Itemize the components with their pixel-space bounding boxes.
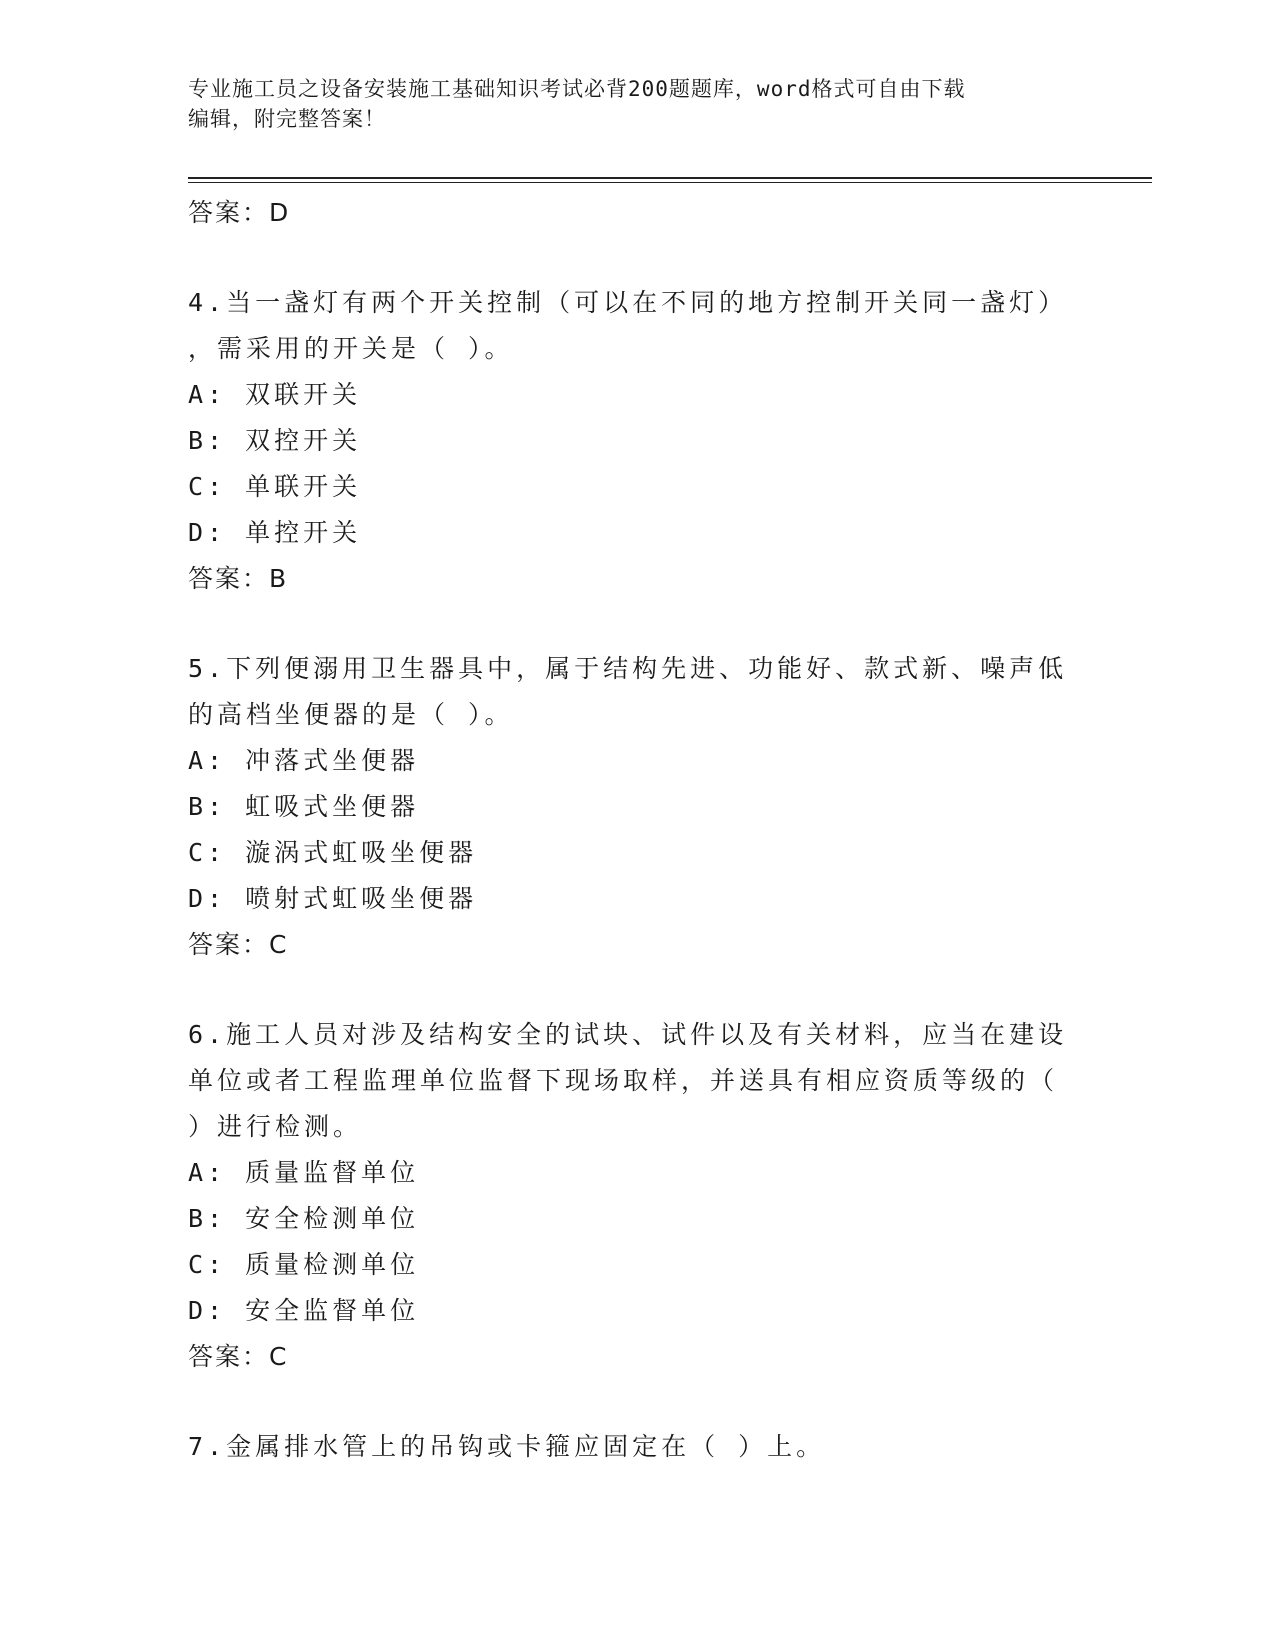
option-c: C: 质量检测单位 [188,1250,420,1279]
question-text-line: 7.金属排水管上的吊钩或卡箍应固定在（ ）上。 [188,1432,826,1461]
option-d: D: 安全监督单位 [188,1296,420,1325]
answer: 答案：B [188,564,289,593]
option-c: C: 漩涡式虹吸坐便器 [188,838,478,867]
header-title-line-1: 专业施工员之设备安装施工基础知识考试必背200题题库，word格式可自由下载 [188,77,966,101]
spacer [188,602,1068,646]
option-b: B: 双控开关 [188,426,362,455]
option-a: A: 冲落式坐便器 [188,746,420,775]
option-b: B: 安全检测单位 [188,1204,420,1233]
question-text-line: ，需采用的开关是（ ）。 [188,334,514,363]
option-d: D: 单控开关 [188,518,362,547]
option-a: A: 质量监督单位 [188,1158,420,1187]
question-4 [188,280,1068,602]
spacer [188,236,1068,280]
header-rule-thick [188,177,1152,179]
header-title-line-2: 编辑，附完整答案！ [188,107,386,131]
question-text-line: 4.当一盏灯有两个开关控制（可以在不同的地方控制开关同一盏灯） [188,288,1068,317]
answer: 答案：C [188,930,289,959]
question-text-line: 5.下列便溺用卫生器具中，属于结构先进、功能好、款式新、噪声低 [188,654,1068,683]
question-text-line: 6.施工人员对涉及结构安全的试块、试件以及有关材料，应当在建设 [188,1020,1068,1049]
question-text-line: 单位或者工程监理单位监督下现场取样，并送具有相应资质等级的（ [188,1066,1059,1095]
spacer [188,1380,1068,1424]
option-d: D: 喷射式虹吸坐便器 [188,884,478,913]
question-text-line: 的高档坐便器的是（ ）。 [188,700,514,729]
answer: 答案：C [188,1342,289,1371]
question-list [188,190,1068,1470]
document-header [188,74,1068,134]
option-c: C: 单联开关 [188,472,362,501]
previous-answer: 答案：D [188,198,291,227]
question-5 [188,646,1068,968]
question-7 [188,1424,1068,1470]
question-6 [188,1012,1068,1380]
option-b: B: 虹吸式坐便器 [188,792,420,821]
question-text-line: ）进行检测。 [188,1112,363,1141]
option-a: A: 双联开关 [188,380,362,409]
header-rule-thin [188,182,1152,183]
spacer [188,968,1068,1012]
